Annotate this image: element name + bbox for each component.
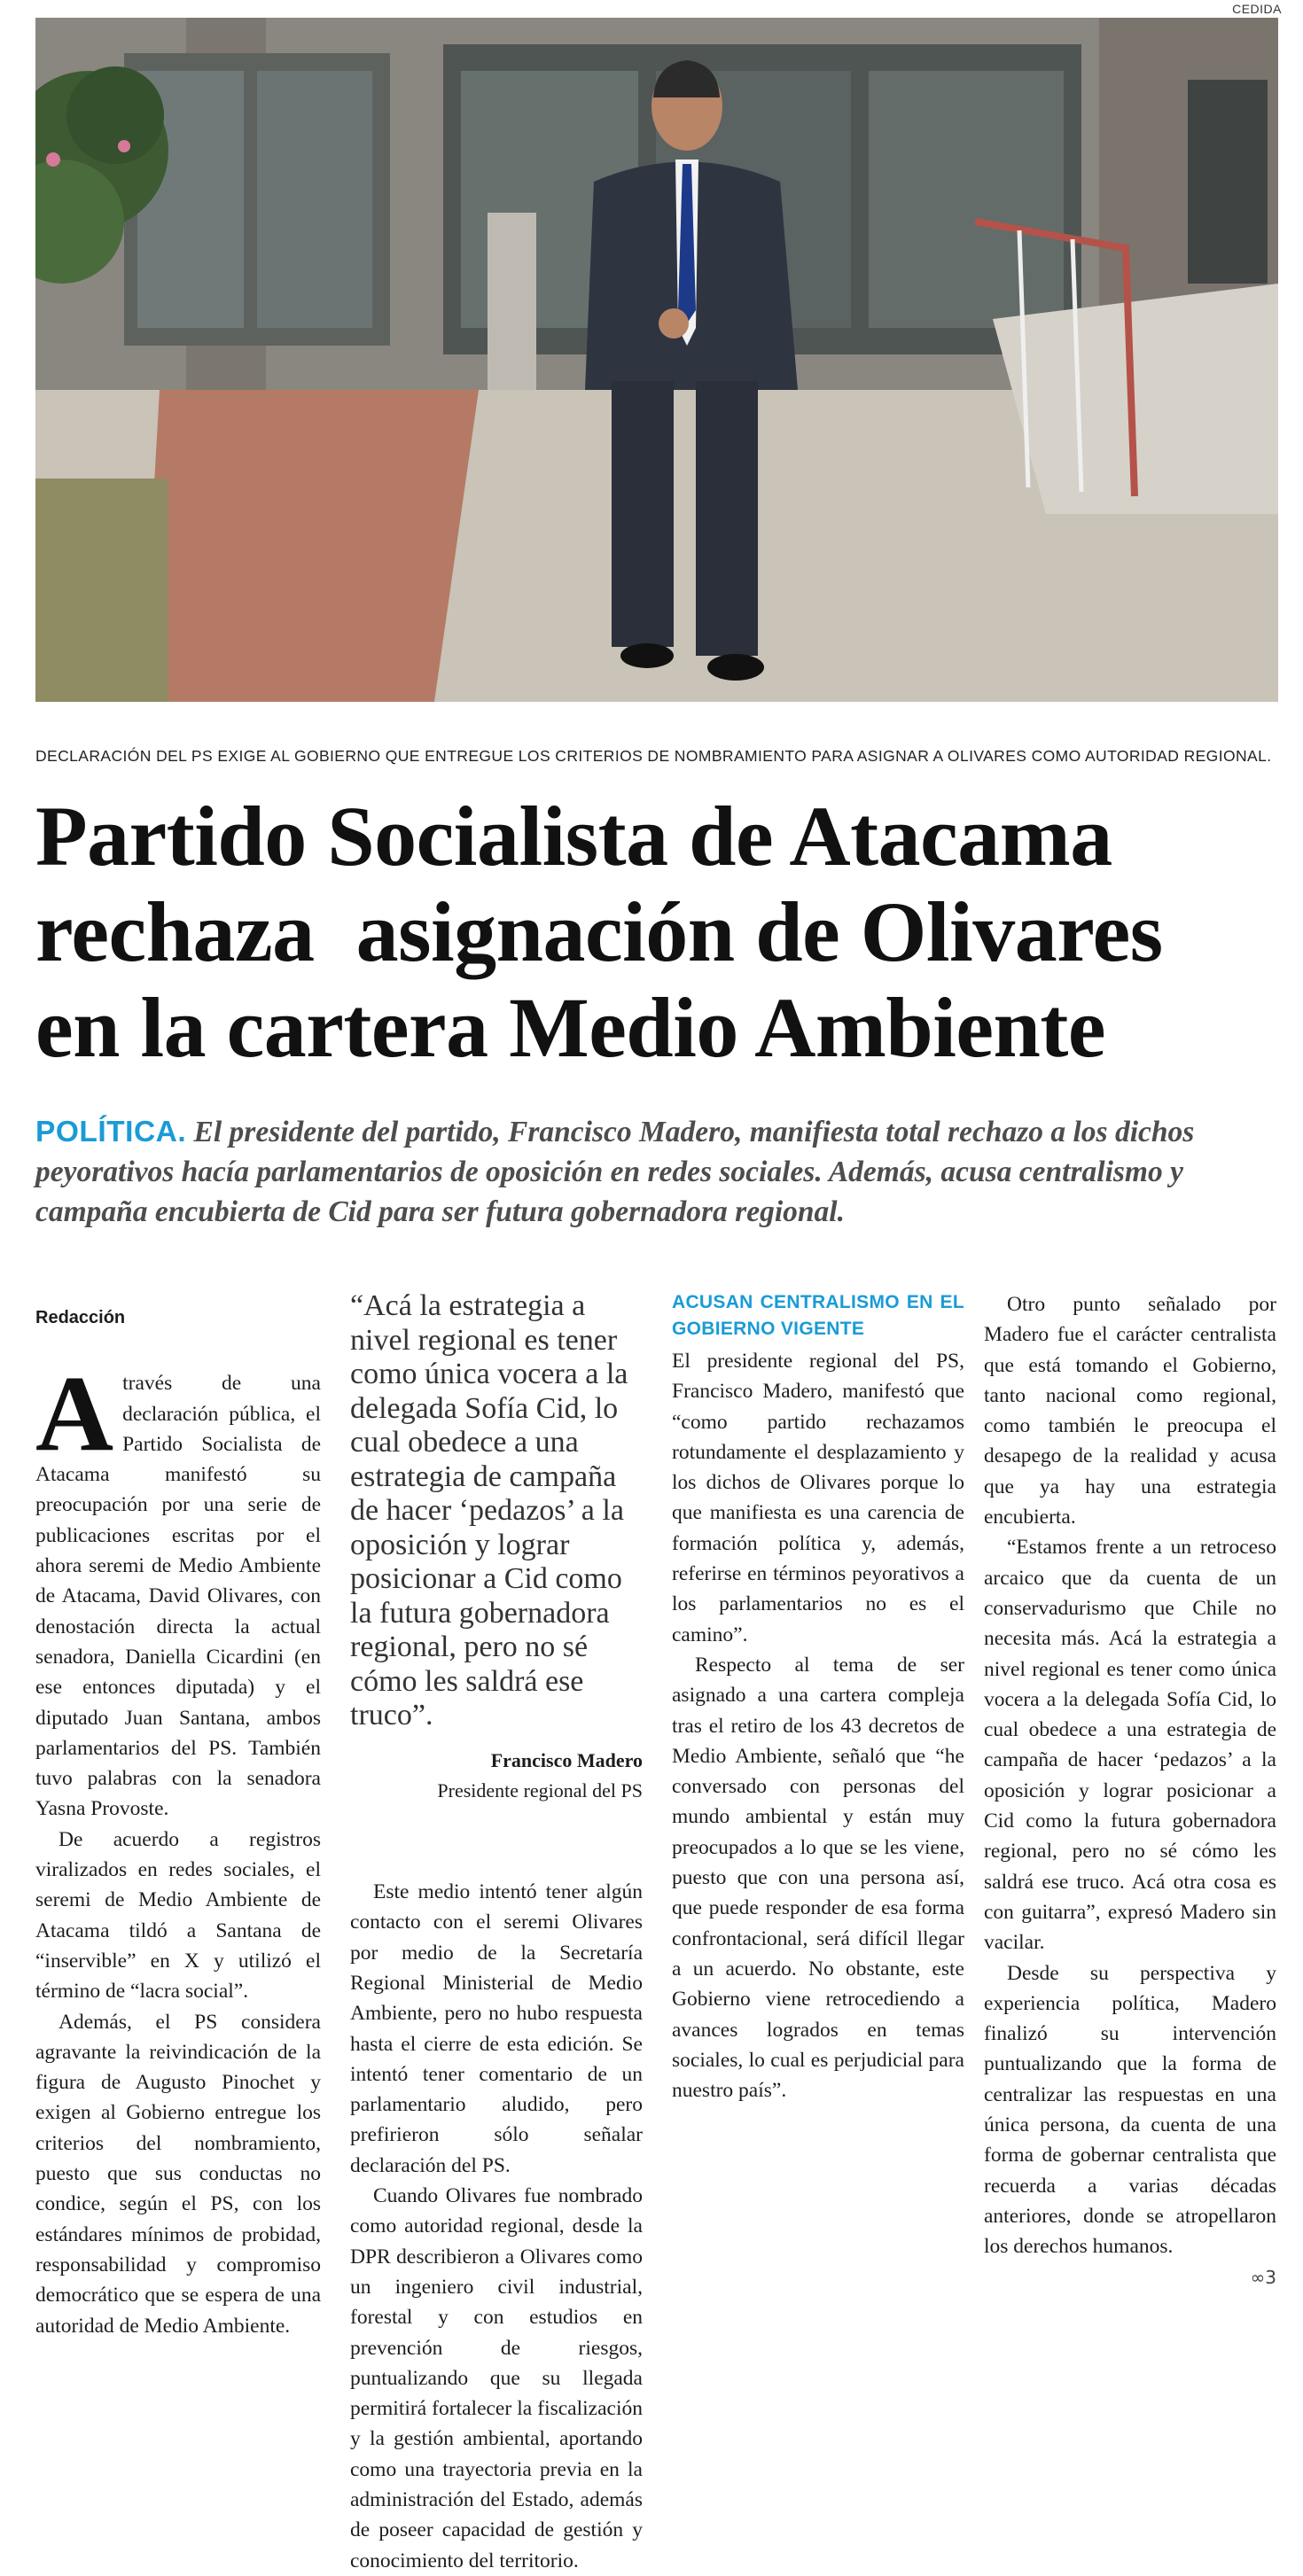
end-mark-icon: ∞3	[1250, 2266, 1276, 2288]
article-paragraph: Respecto al tema de ser asignado a una cartera compleja tras el retiro de los 43 decretos de Medio Ambiente, señaló que “he conversado con personas del mundo ambiental y están muy preocupados a lo que se les viene, puesto que con una persona así, que puede responder de esa forma confrontacional, será difícil llegar a un acuerdo. No obstante, este Gobierno viene retrocediendo a avances logrados en temas sociales, lo cual es perjudicial para nuestro país”.	[672, 1653, 964, 2103]
article-paragraph: Además, el PS considera agravante la reivindicación de la figura de Augusto Pinochet y exigen al Gobierno entregue los criterios del nombramiento, puesto que sus conductas no condice, según el PS, con los estándares mínimos de probidad, responsabilidad y compromiso democrático que se espera de una autoridad de Medio Ambiente.	[35, 2010, 321, 2338]
photo-credit: CEDIDA	[1232, 2, 1282, 16]
byline: Redacción	[35, 1308, 126, 1327]
article-paragraph: “Estamos frente a un retroceso arcaico que da cuenta de un conservadurismo que Chile no necesita más. Acá la estrategia a nivel regional es tener como única vocera a la delegada Sofía Cid, lo cual obedece a una estrategia de campaña de hacer ‘pedazos’ a la oposición y lograr posicionar a Cid como la futura gobernadora regional, pero no sé cómo les saldrá ese truco. Acá otra cosa es con guitarra”, expresó Madero sin vacilar.	[984, 1536, 1276, 1955]
photo-caption: DECLARACIÓN DEL PS EXIGE AL GOBIERNO QUE ENTREGUE LOS CRITERIOS DE NOMBRAMIENTO PARA ASIGNAR A OLIVARES COMO AUTORIDAD REGIONAL.	[35, 747, 1272, 765]
article-column-2	[350, 1289, 643, 2576]
headline-line: en la cartera Medio Ambiente	[35, 980, 1105, 1075]
article-paragraph: Este medio intentó tener algún contacto con el seremi Olivares por medio de la Secretaría Regional Ministerial de Medio Ambiente, pero no hubo respuesta hasta el cierre de esta edición. Se intentó tener comentario de un parlamentario aludido, pero prefirieron sólo señalar declaración del PS.	[350, 1880, 643, 2177]
news-photo	[35, 18, 1278, 702]
pull-quote-role: Presidente regional del PS	[437, 1778, 643, 1802]
headline	[35, 789, 1294, 1076]
article-paragraph: Desde su perspectiva y experiencia política, Madero finalizó su intervención puntualizando que la forma de centralizar las respuestas en una única persona, da cuenta de una forma de gobernar centralista que recuerda a varias décadas anteriores, donde se atropellaron los derechos humanos.	[984, 1961, 1276, 2259]
lead-text: través de una declaración pública, el Partido Socialista de Atacama manifestó su preocupación por una serie de publicaciones escritas por el ahora seremi de Medio Ambiente de Atacama, David Olivares, con denostación directa la actual senadora, Daniella Cicardini (en ese entonces diputada) y el diputado Juan Santana, ambos parlamentarios del PS. También tuvo palabras con la senadora Yasna Provoste.	[35, 1372, 321, 1821]
article-paragraph: Otro punto señalado por Madero fue el carácter centralista que está tomando el Gobierno, tanto nacional como regional, como también le preocupa el desapego de la realidad y acusa que ya hay una estrategia encubierta.	[984, 1293, 1276, 1529]
pull-quote: “Acá la estrategia a nivel regional es tener como única vocera a la delegada Sofía Cid, lo cual obedece a una estrategia de campaña de hacer ‘pedazos’ a la oposición y lograr posicionar a Cid como la futura gobernadora regional, pero no sé cómo les saldrá ese truco”.	[350, 1289, 628, 1732]
article-column-4	[984, 1289, 1276, 2292]
subhead: ACUSAN CENTRALISMO EN EL GOBIERNO VIGENTE	[672, 1292, 964, 1339]
article-column-3	[672, 1289, 964, 2105]
article-paragraph	[35, 1354, 321, 1824]
headline-line: rechaza asignación de Olivares	[35, 884, 1163, 979]
article-paragraph: De acuerdo a registros viralizados en redes sociales, el seremi de Medio Ambiente de Atacama tildó a Santana de “inservible” en X y utilizó el término de “lacra social”.	[35, 1827, 321, 2004]
article-column-1	[35, 1303, 321, 2341]
drop-cap: A	[35, 1354, 114, 1475]
article-paragraph: Cuando Olivares fue nombrado como autoridad regional, desde la DPR describieron a Olivares como un ingeniero civil industrial, forestal y con estudios en prevención de riesgos, puntualizando que su llegada permitirá fortalecer la fiscalización y la gestión ambiental, aportando como una trayectoria previa en la administración del Estado, además de poseer capacidad de gestión y conocimiento del territorio.	[350, 2184, 643, 2572]
article-paragraph: El presidente regional del PS, Francisco Madero, manifestó que “como partido rechazamos rotundamente el desplazamiento y los dichos de Olivares porque lo que manifiesta es una carencia de formación política y, además, referirse en términos peyorativos a los parlamentarios no es el camino”.	[672, 1350, 964, 1646]
standfirst	[35, 1112, 1294, 1232]
section-kicker: POLÍTICA.	[35, 1116, 187, 1148]
pull-quote-author: Francisco Madero	[490, 1748, 643, 1771]
headline-line: Partido Socialista de Atacama	[35, 789, 1112, 883]
standfirst-text: El presidente del partido, Francisco Madero, manifiesta total rechazo a los dichos peyorativos hacía parlamentarios de oposición en redes sociales. Además, acusa centralismo y campaña encubierta de Cid para ser futura gobernadora regional.	[35, 1116, 1195, 1228]
